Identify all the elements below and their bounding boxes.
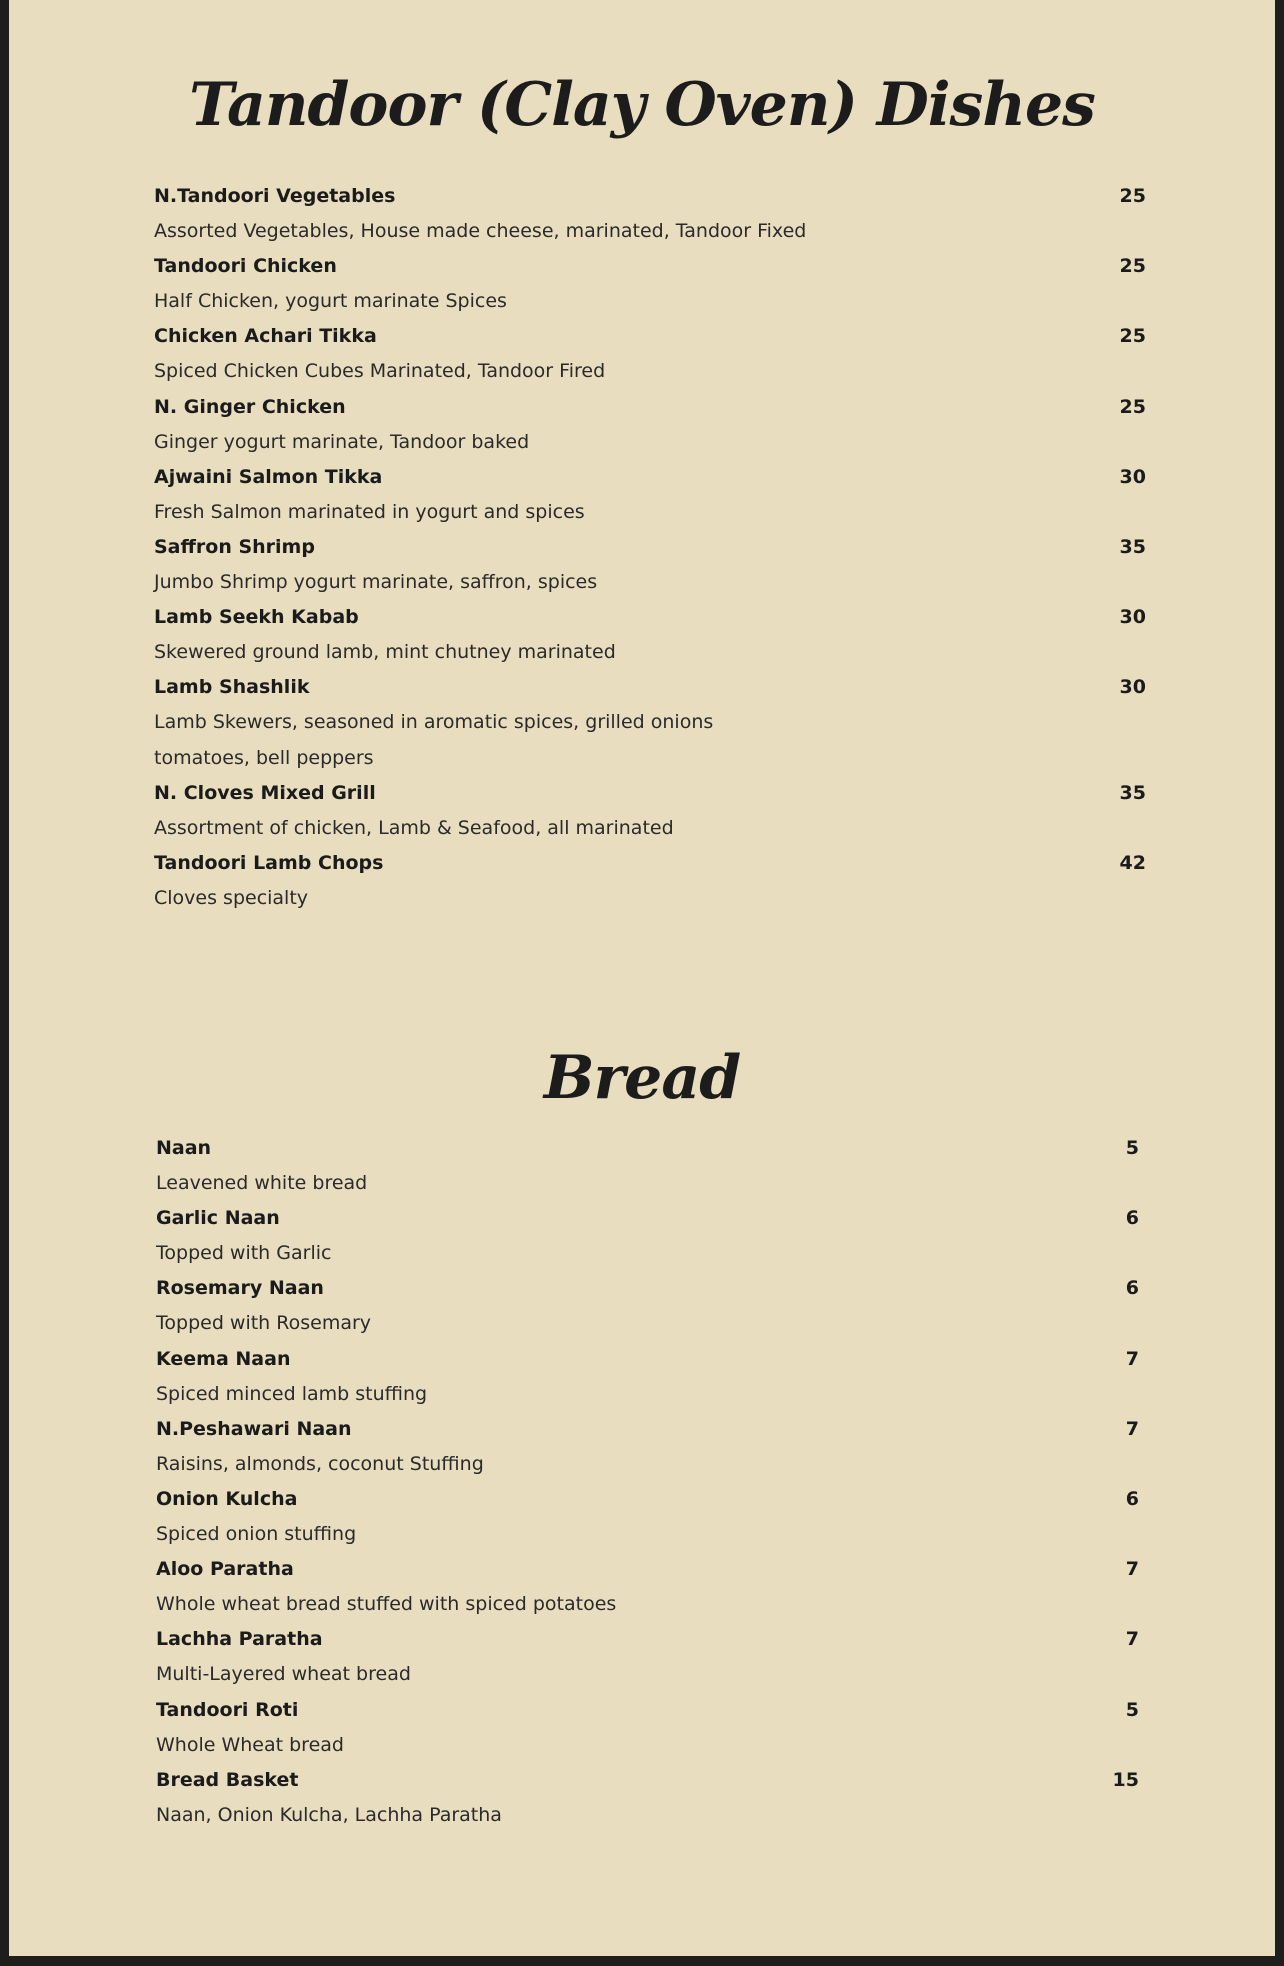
menu-item	[156, 1342, 1139, 1412]
menu-item	[154, 530, 1146, 600]
menu-item	[154, 846, 1146, 916]
item-price: 5	[1125, 1137, 1139, 1159]
item-description: Half Chicken, yogurt marinate Spices	[154, 290, 507, 313]
menu-item	[154, 670, 1146, 775]
menu-item	[154, 179, 1146, 249]
menu-item	[154, 249, 1146, 319]
item-description: Naan, Onion Kulcha, Lachha Paratha	[156, 1803, 502, 1826]
item-price: 30	[1119, 465, 1146, 488]
item-description: Spiced onion stuffing	[156, 1523, 357, 1546]
item-price: 42	[1119, 852, 1146, 875]
item-price: 30	[1119, 676, 1146, 699]
item-price: 25	[1119, 325, 1146, 348]
item-price: 5	[1125, 1698, 1139, 1721]
item-description: Lamb Skewers, seasoned in aromatic spices, grilled onions tomatoes, bell peppers	[154, 711, 714, 769]
item-description: Spiced minced lamb stuffing	[156, 1382, 428, 1405]
item-description: Whole wheat bread stuffed with spiced potatoes	[156, 1593, 617, 1616]
item-price: 15	[1112, 1768, 1139, 1791]
menu-item	[156, 1763, 1139, 1833]
item-name: Chicken Achari Tikka	[154, 325, 377, 348]
item-description: Assorted Vegetables, House made cheese, marinated, Tandoor Fixed	[154, 220, 807, 242]
menu-item	[154, 319, 1146, 389]
item-name: Tandoori Lamb Chops	[154, 852, 384, 875]
menu-list-tandoor	[154, 179, 1146, 916]
item-name: Tandoori Roti	[156, 1698, 299, 1721]
item-name: N.Tandoori Vegetables	[154, 185, 396, 207]
item-name: Lamb Shashlik	[154, 676, 310, 699]
item-description: Assortment of chicken, Lamb & Seafood, all marinated	[154, 816, 674, 839]
menu-item	[154, 600, 1146, 670]
item-price: 6	[1125, 1207, 1139, 1230]
menu-item	[156, 1271, 1139, 1341]
item-description: Jumbo Shrimp yogurt marinate, saffron, spices	[154, 571, 598, 594]
item-price: 7	[1125, 1558, 1139, 1581]
item-description: Leavened white bread	[156, 1172, 368, 1194]
item-name: Saffron Shrimp	[154, 536, 315, 559]
item-name: N. Ginger Chicken	[154, 395, 346, 418]
item-price: 35	[1119, 536, 1146, 559]
menu-list-bread	[156, 1131, 1139, 1833]
item-name: Garlic Naan	[156, 1207, 280, 1230]
item-name: Ajwaini Salmon Tikka	[154, 465, 383, 488]
menu-item	[156, 1622, 1139, 1692]
menu-item	[154, 460, 1146, 530]
item-name: N. Cloves Mixed Grill	[154, 781, 376, 804]
item-price: 7	[1125, 1347, 1139, 1370]
item-price: 7	[1125, 1628, 1139, 1651]
menu-item	[156, 1693, 1139, 1763]
item-description: Raisins, almonds, coconut Stuffing	[156, 1452, 484, 1475]
menu-item	[156, 1131, 1139, 1201]
item-description: Topped with Garlic	[156, 1242, 332, 1265]
menu-item	[156, 1482, 1139, 1552]
item-name: Naan	[156, 1137, 212, 1159]
section-title-tandoor: Tandoor (Clay Oven) Dishes	[189, 70, 1095, 140]
item-price: 6	[1125, 1277, 1139, 1300]
item-price: 25	[1119, 185, 1146, 207]
item-price: 25	[1119, 255, 1146, 278]
item-price: 25	[1119, 395, 1146, 418]
item-name: N.Peshawari Naan	[156, 1417, 352, 1440]
section-title-bread: Bread	[543, 1043, 741, 1113]
item-name: Keema Naan	[156, 1347, 291, 1370]
item-description: Ginger yogurt marinate, Tandoor baked	[154, 430, 530, 453]
item-price: 35	[1119, 781, 1146, 804]
item-description: Cloves specialty	[154, 887, 309, 910]
menu-item	[156, 1201, 1139, 1271]
item-description: Spiced Chicken Cubes Marinated, Tandoor Fired	[154, 360, 606, 383]
item-description: Fresh Salmon marinated in yogurt and spices	[154, 500, 585, 523]
item-name: Tandoori Chicken	[154, 255, 337, 278]
item-price: 7	[1125, 1417, 1139, 1440]
menu-item	[154, 776, 1146, 846]
menu-page	[9, 0, 1275, 1956]
menu-item	[156, 1552, 1139, 1622]
item-description: Multi-Layered wheat bread	[156, 1663, 411, 1686]
item-name: Lachha Paratha	[156, 1628, 323, 1651]
item-price: 6	[1125, 1488, 1139, 1511]
item-price: 30	[1119, 606, 1146, 629]
item-name: Aloo Paratha	[156, 1558, 294, 1581]
item-name: Bread Basket	[156, 1768, 299, 1791]
item-description: Skewered ground lamb, mint chutney marinated	[154, 641, 616, 664]
item-name: Rosemary Naan	[156, 1277, 324, 1300]
item-description: Whole Wheat bread	[156, 1733, 344, 1756]
menu-item	[156, 1412, 1139, 1482]
item-name: Onion Kulcha	[156, 1488, 298, 1511]
item-description: Topped with Rosemary	[156, 1312, 372, 1335]
menu-item	[154, 390, 1146, 460]
item-name: Lamb Seekh Kabab	[154, 606, 359, 629]
